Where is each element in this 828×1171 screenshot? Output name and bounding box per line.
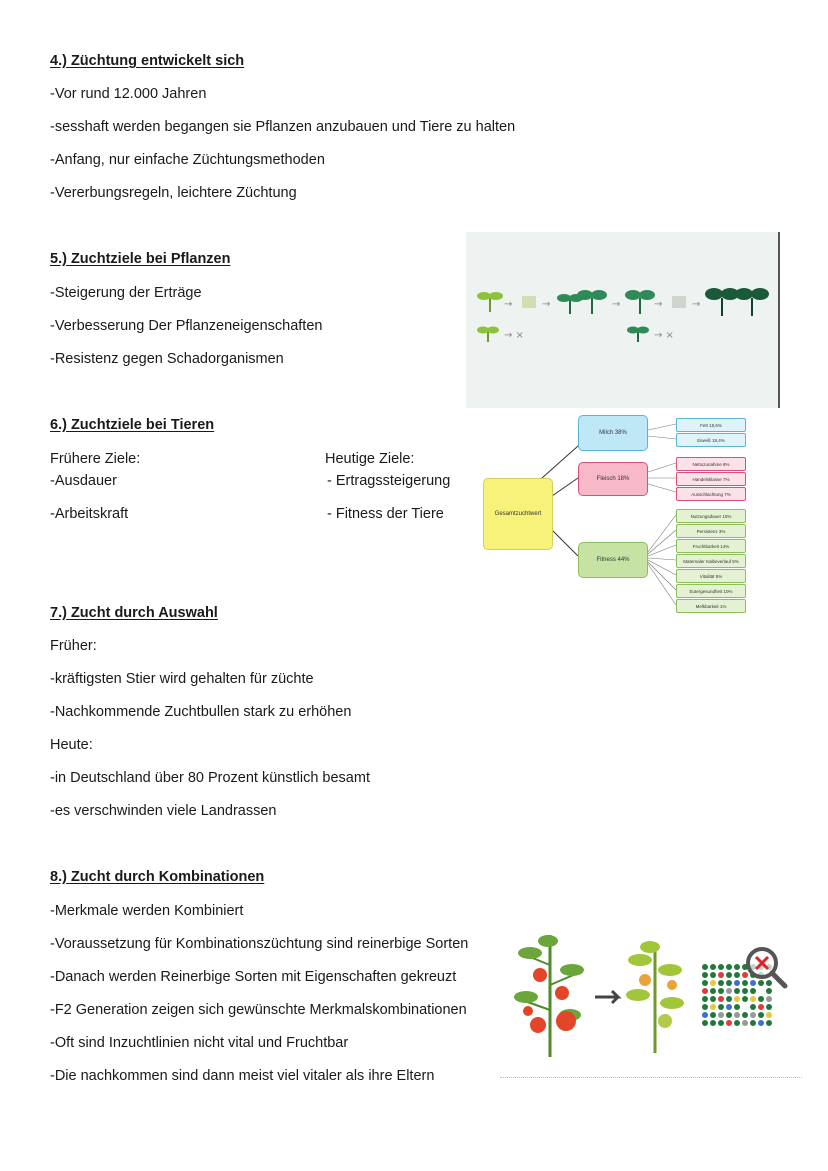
section-8-heading: 8.) Zucht durch Kombinationen bbox=[50, 869, 265, 885]
earlier-goal: -Ausdauer bbox=[50, 473, 117, 489]
tomato-plant-icon bbox=[626, 941, 684, 1053]
section-4-line: -sesshaft werden begangen sie Pflanzen anzubauen und Tiere zu halten bbox=[50, 119, 516, 135]
section-4-line: -Vor rund 12.000 Jahren bbox=[50, 86, 207, 102]
seedling-icon bbox=[705, 288, 769, 316]
seedling-icon bbox=[477, 327, 499, 343]
meat-item: Nettozunahme 8% bbox=[676, 457, 746, 471]
fitness-item: Melkbarkeit 1% bbox=[676, 599, 746, 613]
fitness-item: Eutergesundheit 10% bbox=[676, 584, 746, 598]
breeding-value-diagram bbox=[480, 410, 750, 615]
section-8-line: -Danach werden Reinerbige Sorten mit Eigenschaften gekreuzt bbox=[50, 969, 457, 985]
svg-text:→: → bbox=[542, 299, 551, 310]
section-8-line: -Die nachkommen sind dann meist viel vitaler als ihre Eltern bbox=[50, 1068, 435, 1084]
svg-text:→: → bbox=[504, 299, 513, 310]
fitness-item: Persistenz 3% bbox=[676, 524, 746, 538]
section-8-line: -Voraussetzung für Kombinationszüchtung sind reinerbige Sorten bbox=[50, 936, 469, 952]
cross-pattern-icon bbox=[672, 296, 686, 308]
svg-text:→ ×: → × bbox=[654, 330, 674, 341]
seedling-icon bbox=[557, 290, 607, 314]
section-5-line: -Steigerung der Erträge bbox=[50, 285, 202, 301]
divider bbox=[500, 1077, 802, 1078]
section-5-heading: 5.) Zuchtziele bei Pflanzen bbox=[50, 251, 231, 267]
current-goal: - Fitness der Tiere bbox=[327, 506, 444, 522]
current-goals-title: Heutige Ziele: bbox=[325, 451, 415, 467]
tomato-breeding-illustration bbox=[500, 925, 800, 1065]
section-7-line: -es verschwinden viele Landrassen bbox=[50, 803, 277, 819]
section-4-line: -Anfang, nur einfache Züchtungsmethoden bbox=[50, 152, 325, 168]
svg-text:→: → bbox=[612, 299, 621, 310]
milk-box: Milch 38% bbox=[578, 415, 648, 451]
section-5-line: -Resistenz gegen Schadorganismen bbox=[50, 351, 284, 367]
total-breeding-value-box: Gesamtzuchtwert bbox=[483, 478, 553, 550]
tomato-plant-icon bbox=[514, 935, 584, 1057]
svg-text:→: → bbox=[654, 299, 663, 310]
section-8-line: -Oft sind Inzuchtlinien nicht vital und Fruchtbar bbox=[50, 1035, 349, 1051]
fitness-box: Fitness 44% bbox=[578, 542, 648, 578]
section-5-line: -Verbesserung Der Pflanzeneigenschaften bbox=[50, 318, 323, 334]
milk-item: Eiweiß 19,4% bbox=[676, 433, 746, 447]
section-6-heading: 6.) Zuchtziele bei Tieren bbox=[50, 417, 215, 433]
seedling-icon bbox=[627, 327, 649, 343]
meat-item: Handelsklasse 7% bbox=[676, 472, 746, 486]
meat-box: Fleisch 18% bbox=[578, 462, 648, 496]
cross-pattern-icon bbox=[522, 296, 536, 308]
section-4-line: -Vererbungsregeln, leichtere Züchtung bbox=[50, 185, 297, 201]
section-7-line: -Nachkommende Zuchtbullen stark zu erhöhen bbox=[50, 704, 352, 720]
section-8-line: -F2 Generation zeigen sich gewünschte Merkmalskombinationen bbox=[50, 1002, 467, 1018]
svg-text:→ ×: → × bbox=[504, 330, 524, 341]
section-8-line: -Merkmale werden Kombiniert bbox=[50, 903, 244, 919]
fitness-item: Nutzungsdauer 10% bbox=[676, 509, 746, 523]
section-7-heading: 7.) Zucht durch Auswahl bbox=[50, 605, 218, 621]
fitness-item: Vitalität 5% bbox=[676, 569, 746, 583]
current-goal: - Ertragssteigerung bbox=[327, 473, 451, 489]
earlier-goals-title: Frühere Ziele: bbox=[50, 451, 141, 467]
seedling-icon bbox=[477, 292, 503, 312]
earlier-goal: -Arbeitskraft bbox=[50, 506, 129, 522]
seedling-icon bbox=[625, 290, 655, 314]
milk-item: Fett 18,6% bbox=[676, 418, 746, 432]
meat-item: Ausschlachtung 7% bbox=[676, 487, 746, 501]
section-7-line: -in Deutschland über 80 Prozent künstlich besamt bbox=[50, 770, 370, 786]
section-7-line: Früher: bbox=[50, 638, 97, 654]
section-7-line: -kräftigsten Stier wird gehalten für züchte bbox=[50, 671, 314, 687]
section-4-heading: 4.) Züchtung entwickelt sich bbox=[50, 53, 245, 69]
section-7-line: Heute: bbox=[50, 737, 93, 753]
fitness-item: Maternaler Kalbeverlauf 5% bbox=[676, 554, 746, 568]
plant-breeding-illustration bbox=[466, 232, 780, 408]
fitness-item: Fruchtbarkeit 14% bbox=[676, 539, 746, 553]
svg-text:→: → bbox=[692, 299, 701, 310]
